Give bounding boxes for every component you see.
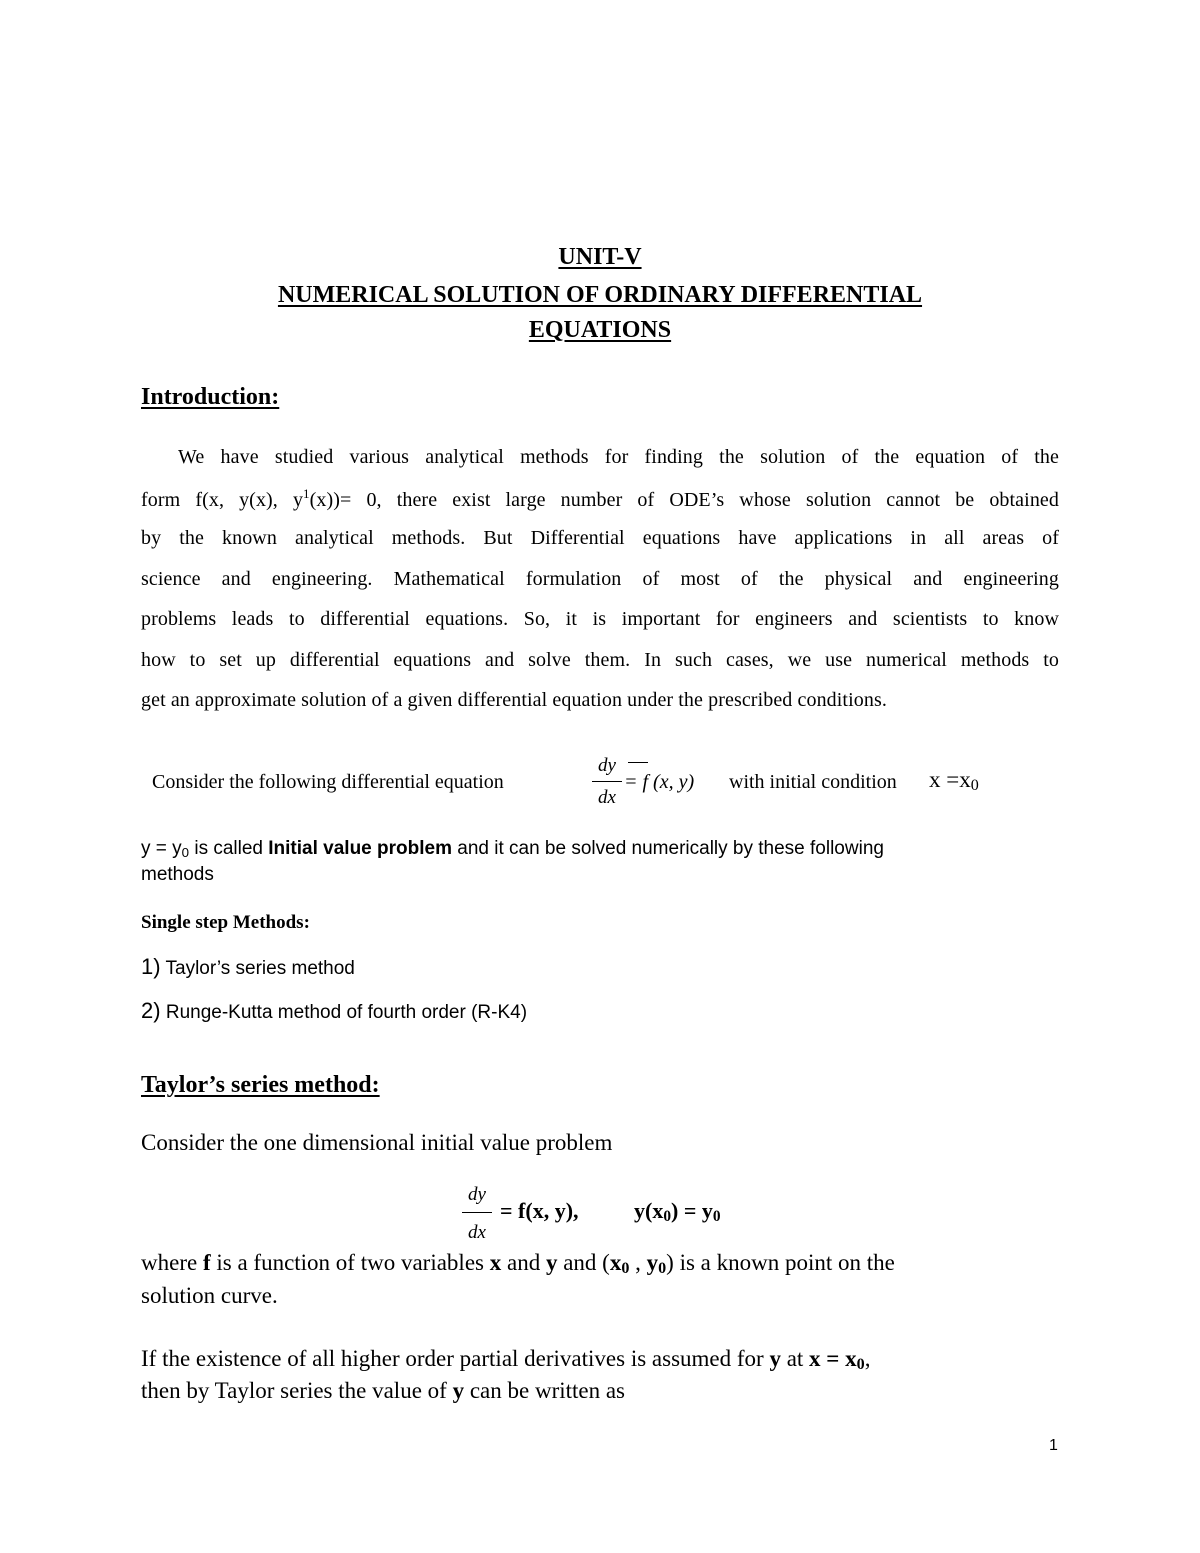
then-line: then by Taylor series the value of y can be written as: [141, 1378, 626, 1403]
equation-rhs: = f (x, y): [624, 771, 695, 793]
method-item-2: 2) Runge-Kutta method of fourth order (R-K4): [141, 998, 528, 1023]
initial-condition-text: with initial condition: [729, 771, 897, 793]
where-line-2: solution curve.: [141, 1283, 278, 1308]
if-line-1: If the existence of all higher order partial derivatives is assumed for y at $x = x_0$,: [141, 1346, 871, 1373]
intro-line-3: by the known analytical methods. But Differential equations have applications in all areas of: [141, 527, 1059, 549]
doc-title-line1: NUMERICAL SOLUTION OF ORDINARY DIFFERENTIAL: [277, 282, 923, 308]
intro-line-5: problems leads to differential equations. So, it is important for engineers and scientists to know: [141, 608, 1059, 630]
intro-line-4: science and engineering. Mathematical formulation of most of the physical and engineering: [141, 568, 1059, 590]
dy-numerator: dy: [598, 755, 616, 776]
taylor-intro: Consider the one dimensional initial value problem: [141, 1130, 613, 1155]
dx-denominator: dx: [598, 787, 616, 808]
intro-line-7: get an approximate solution of a given differential equation under the prescribed conditions.: [141, 689, 887, 711]
page-number: 1: [1049, 1437, 1058, 1454]
introduction-heading: Introduction:: [141, 384, 280, 410]
where-line-1: where f is a function of two variables x and y and ($x_0$ , $y_0$) is a known point on the: [141, 1250, 895, 1277]
taylor-eq-rhs: = f(x, y),: [500, 1198, 579, 1223]
method-item-1: 1) Taylor’s series method: [141, 954, 355, 979]
taylor-dx-denominator: dx: [468, 1222, 486, 1243]
intro-line-2: form f(x, y(x), $y^1(x))= 0$, there exist large number of ODE’s whose solution cannot be obtained: [141, 486, 1059, 511]
initial-condition-x: $x =x_0$: [929, 767, 979, 794]
taylor-dy-numerator: dy: [468, 1184, 486, 1205]
taylor-heading: Taylor’s series method:: [141, 1072, 380, 1098]
taylor-eq-init: $y(x_0) = y_0$: [634, 1198, 721, 1225]
taylor-fraction-bar: [462, 1212, 492, 1213]
ivp-line-2: methods: [141, 864, 214, 885]
overline-mark: [628, 762, 648, 763]
intro-line-6: how to set up differential equations and solve them. In such cases, we use numerical methods to: [141, 649, 1059, 671]
unit-title: UNIT-V: [558, 244, 642, 270]
fraction-bar: [592, 781, 622, 782]
doc-title-line2: EQUATIONS: [528, 317, 672, 343]
consider-text: Consider the following differential equation: [152, 771, 504, 793]
ivp-line-1: $y = y_0$ is called Initial value problem and it can be solved numerically by these following: [141, 838, 884, 860]
methods-heading: Single step Methods:: [141, 912, 310, 933]
intro-line-1: We have studied various analytical methods for finding the solution of the equation of the: [178, 446, 1059, 468]
